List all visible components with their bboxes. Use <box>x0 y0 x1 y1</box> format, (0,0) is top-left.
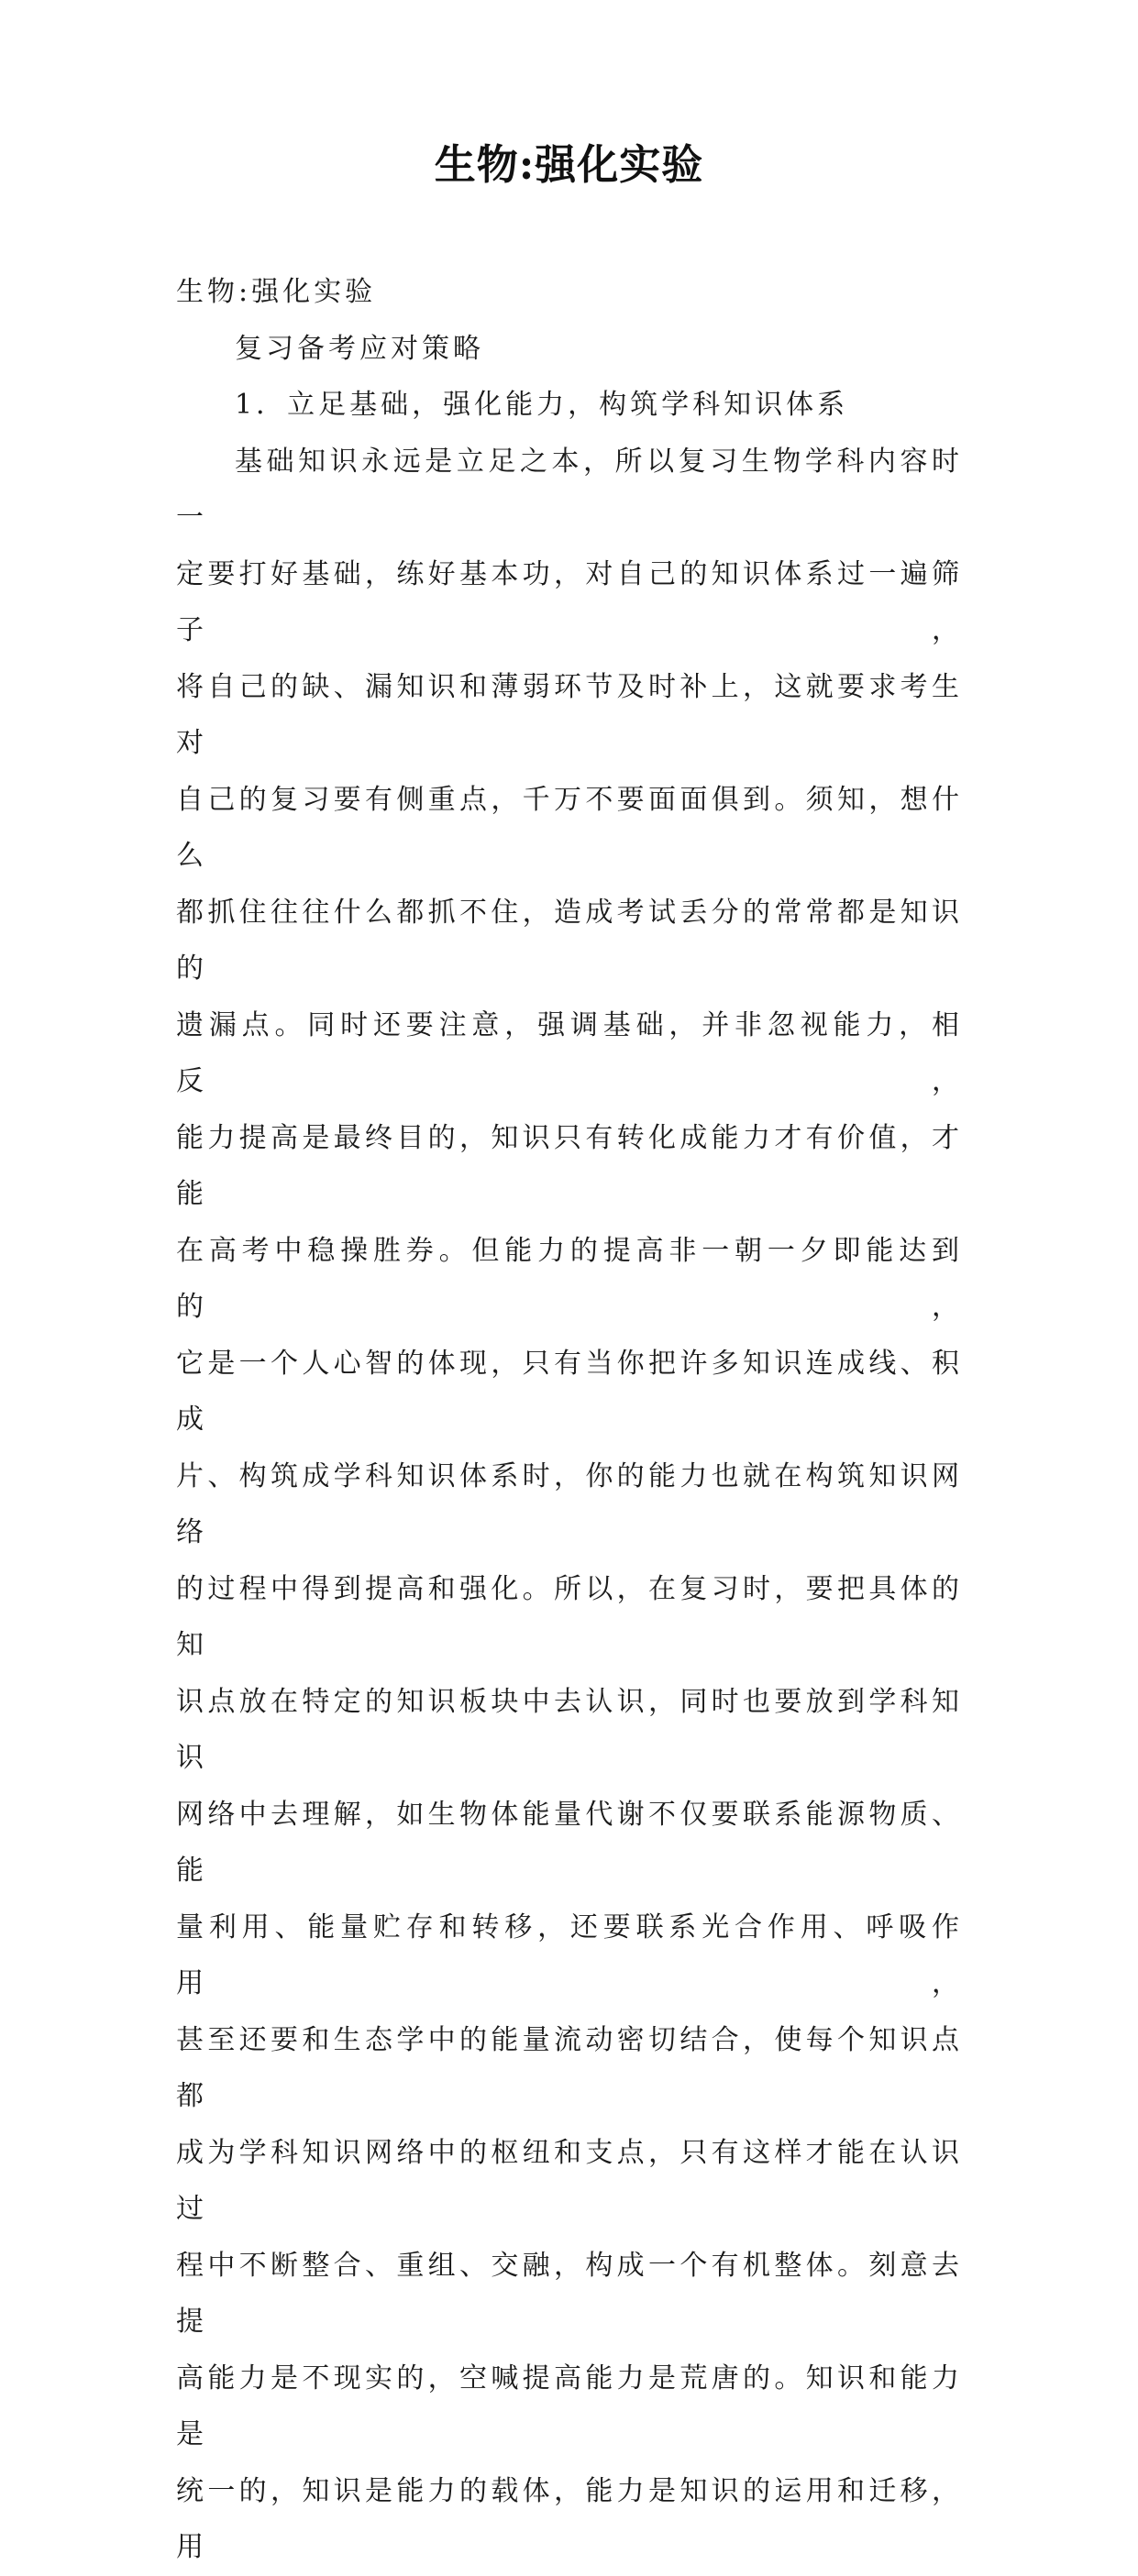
paragraph-line: 识点放在特定的知识板块中去认识，同时也要放到学科知识 <box>176 1685 963 1774</box>
paragraph-line: 它是一个人心智的体现，只有当你把许多知识连成线、积成 <box>176 1347 963 1436</box>
paragraph-line: 都抓住往往什么都抓不住，造成考试丢分的常常都是知识的 <box>176 896 963 985</box>
body-paragraph <box>176 434 963 2576</box>
paragraph-line: 成为学科知识网络中的枢纽和支点，只有这样才能在认识过 <box>176 2136 963 2225</box>
paragraph-line: 程中不断整合、重组、交融，构成一个有机整体。刻意去提 <box>176 2249 963 2338</box>
paragraph-line: 统一的，知识是能力的载体，能力是知识的运用和迁移，用 <box>176 2474 963 2563</box>
paragraph-line: 网络中去理解，如生物体能量代谢不仅要联系能源物质、能 <box>176 1798 963 1887</box>
paragraph-line: 定要打好基础，练好基本功，对自己的知识体系过一遍筛子， <box>176 557 963 646</box>
paragraph-line: 在高考中稳操胜券。但能力的提高非一朝一夕即能达到的， <box>176 1234 963 1323</box>
paragraph-line: 遗漏点。同时还要注意，强调基础，并非忽视能力，相反， <box>176 1008 963 1097</box>
paragraph-line: 高能力是不现实的，空喊提高能力是荒唐的。知识和能力是 <box>176 2361 963 2450</box>
document-title: 生物:强化实验 <box>434 140 704 189</box>
paragraph-line: 量利用、能量贮存和转移，还要联系光合作用、呼吸作用， <box>176 1910 963 1999</box>
document-subtitle: 生物:强化实验 <box>176 276 377 308</box>
paragraph-line: 片、构筑成学科知识体系时，你的能力也就在构筑知识网络 <box>176 1459 963 1548</box>
paragraph-line: 自己的复习要有侧重点，千万不要面面俱到。须知，想什么 <box>176 783 963 872</box>
paragraph-line: 将自己的缺、漏知识和薄弱环节及时补上，这就要求考生对 <box>176 670 963 759</box>
paragraph-line: 基础知识永远是立足之本，所以复习生物学科内容时一 <box>176 445 963 534</box>
paragraph-line: 能力提高是最终目的，知识只有转化成能力才有价值，才能 <box>176 1121 963 1210</box>
paragraph-line: 甚至还要和生态学中的能量流动密切结合，使每个知识点都 <box>176 2023 963 2112</box>
point-heading: 1．立足基础，强化能力，构筑学科知识体系 <box>235 389 849 421</box>
section-heading: 复习备考应对策略 <box>235 332 484 365</box>
document-body <box>176 264 963 2576</box>
paragraph-line: 的过程中得到提高和强化。所以，在复习时，要把具体的知 <box>176 1572 963 1661</box>
